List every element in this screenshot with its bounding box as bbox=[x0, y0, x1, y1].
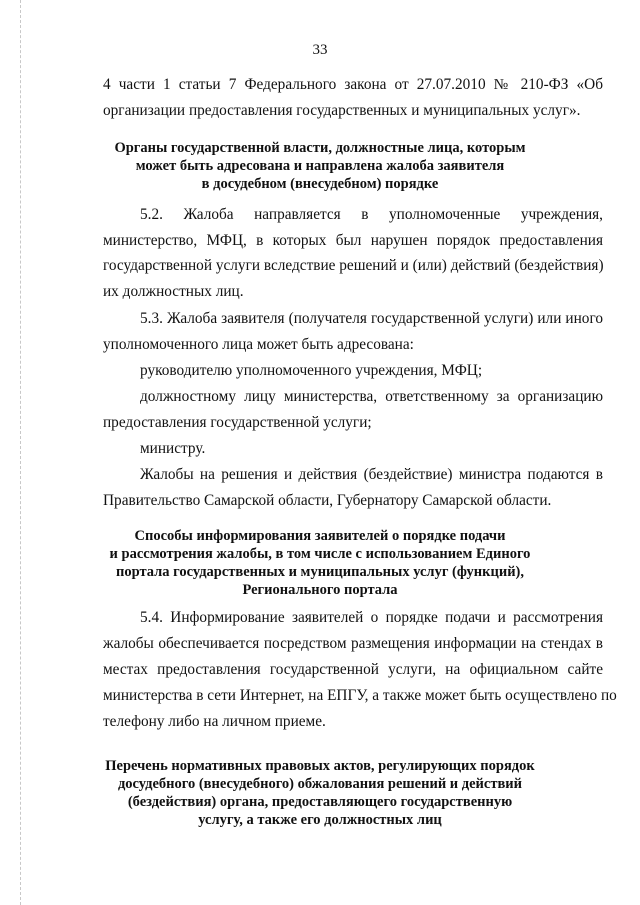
paragraph-line: телефону либо на личном приеме. bbox=[103, 713, 326, 730]
section-heading-line: Перечень нормативных правовых актов, регулирующих порядок bbox=[105, 758, 535, 774]
page-number: 33 bbox=[312, 42, 328, 58]
paragraph-line: уполномоченного лица может быть адресована: bbox=[103, 336, 414, 353]
paragraph-line: 4 части 1 статьи 7 Федерального закона от 27.07.2010 № 210-ФЗ «Об bbox=[103, 76, 603, 93]
section-heading-line: Органы государственной власти, должностные лица, которым bbox=[114, 140, 526, 156]
paragraph-line: руководителю уполномоченного учреждения, МФЦ; bbox=[140, 362, 483, 379]
paragraph-line: Правительство Самарской области, Губернатору Самарской области. bbox=[103, 492, 552, 509]
section-heading-line: может быть адресована и направлена жалоба заявителя bbox=[135, 158, 505, 174]
paragraph-line: министерство, МФЦ, в которых был нарушен порядок предоставления bbox=[103, 232, 603, 249]
paragraph-line: 5.4. Информирование заявителей о порядке подачи и рассмотрения bbox=[140, 609, 603, 626]
section-heading-line: и рассмотрения жалобы, в том числе с использованием Единого bbox=[109, 546, 531, 562]
paragraph-line: должностному лицу министерства, ответственному за организацию bbox=[140, 388, 603, 405]
paragraph-line: предоставления государственной услуги; bbox=[103, 414, 372, 431]
section-heading-line: (бездействия) органа, предоставляющего государственную bbox=[127, 794, 513, 810]
paragraph-line: жалобы обеспечивается посредством размещения информации на стендах в bbox=[103, 635, 603, 652]
paragraph-line: 5.3. Жалоба заявителя (получателя государственной услуги) или иного bbox=[140, 310, 603, 327]
section-heading-line: Регионального портала bbox=[242, 582, 398, 598]
paragraph-line: министру. bbox=[140, 440, 206, 457]
paragraph-line: местах предоставления государственной услуги, на официальном сайте bbox=[103, 661, 603, 678]
paragraph-line: Жалобы на решения и действия (бездействие) министра подаются в bbox=[140, 466, 603, 483]
paragraph-line: 5.2. Жалоба направляется в уполномоченные учреждения, bbox=[140, 206, 603, 223]
section-heading-line: в досудебном (внесудебном) порядке bbox=[201, 176, 439, 192]
paragraph-line: государственной услуги вследствие решений и (или) действий (бездействия) bbox=[103, 257, 604, 274]
paragraph-line: их должностных лиц. bbox=[103, 283, 244, 300]
section-heading-line: Способы информирования заявителей о порядке подачи bbox=[134, 528, 506, 544]
section-heading-line: услугу, а также его должностных лиц bbox=[198, 812, 442, 828]
section-heading-line: портала государственных и муниципальных услуг (функций), bbox=[115, 564, 525, 580]
section-heading-line: досудебного (внесудебного) обжалования решений и действий bbox=[117, 776, 523, 792]
paragraph-line: организации предоставления государственных и муниципальных услуг». bbox=[103, 102, 581, 119]
paragraph-line: министерства в сети Интернет, на ЕПГУ, а также может быть осуществлено по bbox=[103, 687, 617, 704]
